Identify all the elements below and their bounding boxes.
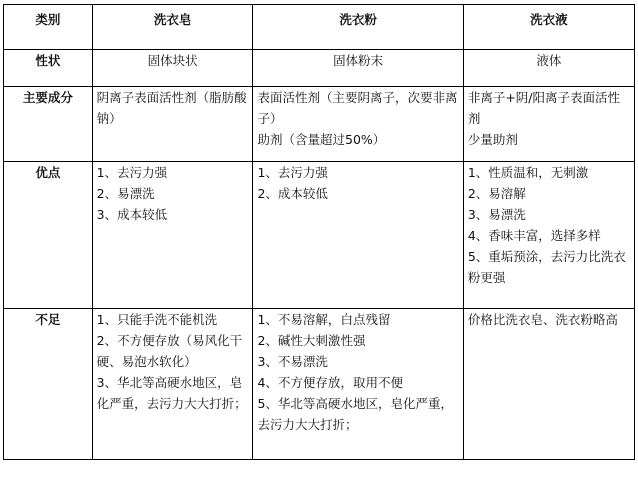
- cell-line: 2、成本较低: [257, 186, 328, 201]
- cell-line: 1、性质温和，无刺激: [467, 165, 589, 180]
- row-disadvantages: [4, 309, 635, 460]
- cell-line: 5、重垢预涂，去污力比洗衣粉更强: [467, 249, 626, 285]
- cell-line: 2、不方便存放（易风化干硬、易泡水软化）: [96, 333, 243, 369]
- row-ingredients: [4, 87, 635, 162]
- cell-line: 3、易漂洗: [467, 207, 526, 222]
- cell-powder-ingredients: [253, 87, 463, 162]
- cell-line: 2、易漂洗: [96, 186, 155, 201]
- cell-line: 3、华北等高硬水地区，皂化严重，去污力大大打折；: [96, 375, 247, 411]
- cell-liquid-advantages: [463, 162, 634, 309]
- cell-soap-nature: [92, 50, 253, 87]
- cell-line: 5、华北等高硬水地区，皂化严重，去污力大大打折；: [257, 396, 453, 432]
- cell-line: 3、成本较低: [96, 207, 168, 222]
- cell-powder-nature: [253, 50, 463, 87]
- row-label-ingredients: 主要成分: [4, 87, 93, 162]
- cell-line: 表面活性剂（主要阴离子，次要非离子）: [257, 90, 458, 126]
- cell-line: 少量助剂: [467, 132, 518, 147]
- comparison-table: [3, 4, 635, 460]
- cell-powder-advantages: [253, 162, 463, 309]
- cell-soap-disadvantages: [92, 309, 253, 460]
- cell-liquid-nature: [463, 50, 634, 87]
- cell-line: 助剂（含量超过50%）: [257, 132, 386, 147]
- row-label-advantages: 优点: [4, 162, 93, 309]
- cell-line: 非离子+阴/阳离子表面活性剂: [467, 90, 620, 126]
- cell-line: 固体块状: [147, 53, 198, 68]
- cell-line: 1、只能手洗不能机洗: [96, 312, 218, 327]
- cell-soap-advantages: [92, 162, 253, 309]
- header-powder: 洗衣粉: [253, 5, 463, 50]
- header-row: [4, 5, 635, 50]
- header-category: 类别: [4, 5, 93, 50]
- cell-line: 2、易溶解: [467, 186, 526, 201]
- cell-soap-ingredients: [92, 87, 253, 162]
- cell-line: 1、去污力强: [96, 165, 168, 180]
- cell-line: 4、不方便存放，取用不便: [257, 375, 403, 390]
- cell-line: 2、碱性大刺激性强: [257, 333, 366, 348]
- cell-line: 阴离子表面活性剂（脂肪酸钠）: [96, 90, 247, 126]
- cell-line: 液体: [536, 53, 562, 68]
- cell-line: 价格比洗衣皂、洗衣粉略高: [467, 312, 618, 327]
- cell-liquid-disadvantages: [463, 309, 634, 460]
- cell-liquid-ingredients: [463, 87, 634, 162]
- row-advantages: [4, 162, 635, 309]
- row-label-nature: 性状: [4, 50, 93, 87]
- header-liquid: 洗衣液: [463, 5, 634, 50]
- cell-line: 3、不易漂洗: [257, 354, 328, 369]
- cell-line: 固体粉末: [333, 53, 384, 68]
- cell-line: 1、不易溶解，白点残留: [257, 312, 391, 327]
- row-nature: [4, 50, 635, 87]
- header-soap: 洗衣皂: [92, 5, 253, 50]
- cell-line: 1、去污力强: [257, 165, 328, 180]
- cell-line: 4、香味丰富，选择多样: [467, 228, 601, 243]
- row-label-disadvantages: 不足: [4, 309, 93, 460]
- cell-powder-disadvantages: [253, 309, 463, 460]
